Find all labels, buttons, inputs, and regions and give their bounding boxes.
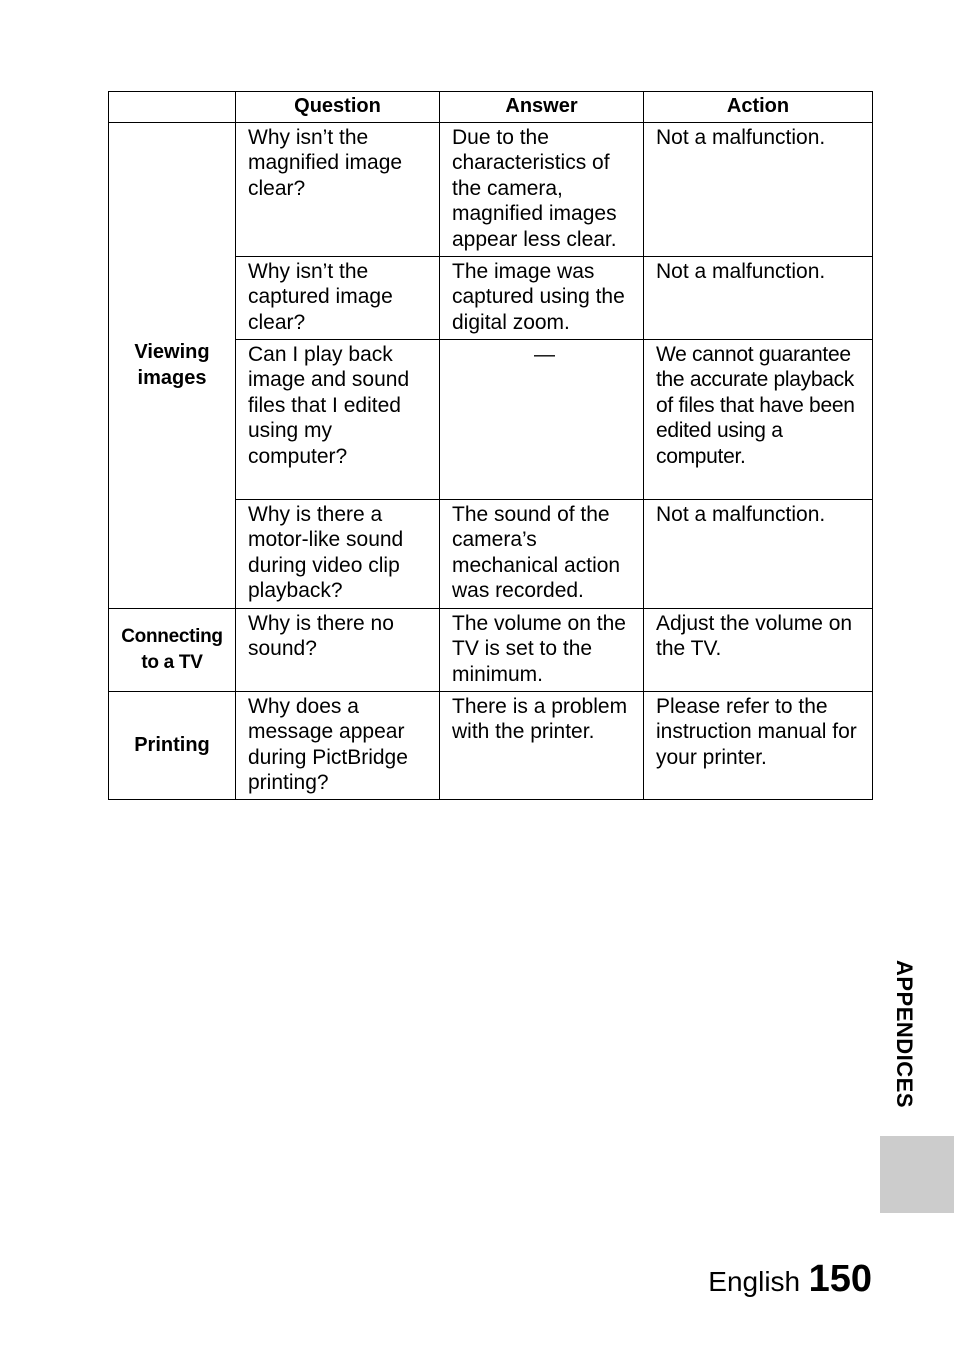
- action-cell: Not a malfunction.: [644, 122, 873, 256]
- table-header-row: [109, 92, 873, 123]
- question-cell: Why does a message appear during PictBridge printing?: [236, 691, 440, 799]
- action-cell: Not a malfunction.: [644, 499, 873, 608]
- answer-cell: The sound of the camera’s mechanical action was recorded.: [440, 499, 644, 608]
- question-cell: Why isn’t the captured image clear?: [236, 256, 440, 339]
- question-cell: Why is there no sound?: [236, 608, 440, 691]
- answer-cell: The image was captured using the digital zoom.: [440, 256, 644, 339]
- action-cell: We cannot guarantee the accurate playback of files that have been edited using a computer.: [644, 339, 873, 499]
- table-row: [109, 691, 873, 799]
- answer-cell: —: [440, 339, 644, 499]
- page-number: 150: [808, 1258, 872, 1300]
- footer-language: English: [708, 1266, 801, 1297]
- header-answer: Answer: [440, 92, 644, 123]
- table-row: [109, 122, 873, 256]
- table-row: [109, 608, 873, 691]
- action-cell: Please refer to the instruction manual for your printer.: [644, 691, 873, 799]
- action-cell: Not a malfunction.: [644, 256, 873, 339]
- header-question: Question: [236, 92, 440, 123]
- question-cell: Why isn’t the magnified image clear?: [236, 122, 440, 256]
- category-printing: Printing: [109, 691, 236, 799]
- category-connecting-tv: Connecting to a TV: [109, 608, 236, 691]
- answer-cell: The volume on the TV is set to the minimum.: [440, 608, 644, 691]
- category-viewing-images: Viewing images: [109, 122, 236, 608]
- answer-cell: There is a problem with the printer.: [440, 691, 644, 799]
- question-cell: Can I play back image and sound files that I edited using my computer?: [236, 339, 440, 499]
- section-tab-marker: [880, 1136, 954, 1213]
- action-cell: Adjust the volume on the TV.: [644, 608, 873, 691]
- header-category: [109, 92, 236, 123]
- page-footer: [708, 1258, 872, 1301]
- question-cell: Why is there a motor-like sound during video clip playback?: [236, 499, 440, 608]
- header-action: Action: [644, 92, 873, 123]
- troubleshooting-table: [108, 91, 873, 800]
- section-side-label: APPENDICES: [892, 960, 917, 1109]
- answer-cell: Due to the characteristics of the camera, magnified images appear less clear.: [440, 122, 644, 256]
